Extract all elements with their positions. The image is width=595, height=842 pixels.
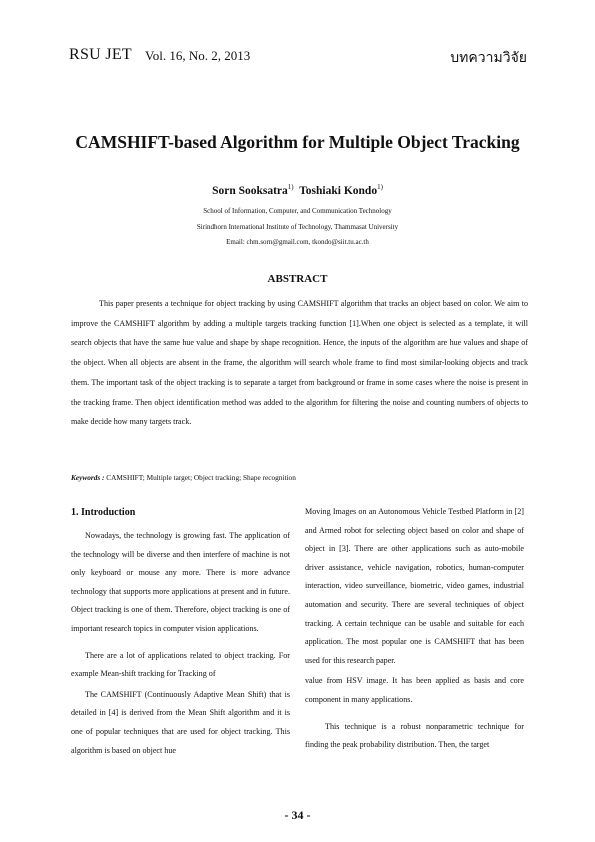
- paragraph: [71, 647, 290, 684]
- paper-title: CAMSHIFT-based Algorithm for Multiple Object Tracking: [75, 132, 520, 152]
- paragraph: [71, 686, 290, 760]
- paragraph-text: Moving Images on an Autonomous Vehicle Testbed Platform in [2] and Armed robot for selecting object based on color and shape of object in [3]. There are other applications such as auto-mobile driver assistance, vehicle navigation, robotics, human-computer interaction, video surveillance, biometric, video games, industrial automation and security. There are several techniques of object tracking. A certain technique can be usable and suitable for each application. The most popular one is CAMSHIFT that has been used for this research paper.: [305, 507, 524, 665]
- left-column: [71, 503, 290, 768]
- affiliation-school: School of Information, Computer, and Communication Technology: [203, 207, 392, 215]
- paragraph-text: Nowadays, the technology is growing fast. The application of the technology will be diverse and then interfere of machine is not only keyboard or mouse any more. There is more advance technology that supports more applications at present and in future. Object tracking is one of them. Therefore, object tracking is one of important research topics in computer vision applications.: [71, 531, 290, 633]
- author-affiliation-mark: 1): [377, 183, 383, 191]
- journal-name: RSU JET: [69, 46, 132, 63]
- paragraph: [71, 527, 290, 639]
- abstract-heading: ABSTRACT: [267, 273, 328, 285]
- author-affiliation-mark: 1): [287, 183, 294, 191]
- abstract-body: [71, 294, 528, 432]
- keywords-label: Keywords :: [71, 473, 105, 482]
- author-name: Toshiaki Kondo: [299, 184, 378, 197]
- journal-volume: Vol. 16, No. 2, 2013: [145, 48, 251, 63]
- section-label: บทความวิจัย: [450, 50, 527, 66]
- paragraph: [305, 672, 524, 709]
- paragraph-text: There are a lot of applications related to object tracking. For example Mean-shift tracking for Tracking of: [71, 650, 290, 679]
- paragraph-text: This technique is a robust nonparametric technique for finding the peak probability distribution. Then, the target: [305, 721, 524, 750]
- affiliation-institute: Sirindhorn International Institute of Technology, Thammasat University: [196, 223, 399, 231]
- paragraph-text: value from HSV image. It has been applied as basis and core component in many applications.: [305, 676, 524, 704]
- right-column: [305, 503, 524, 763]
- keywords-text: CAMSHIFT; Multiple target; Object tracking; Shape recognition: [106, 473, 296, 482]
- section-heading: 1. Introduction: [71, 507, 136, 518]
- keywords: [71, 473, 296, 482]
- paragraph: [305, 718, 524, 755]
- paragraph: [305, 503, 524, 670]
- author-email: Email: chm.sorn@gmail.com, tkondo@siit.tu.ac.th: [226, 238, 369, 246]
- page-number: - 34 -: [284, 808, 311, 822]
- author-line: [0, 183, 595, 197]
- abstract-text: This paper presents a technique for object tracking by using CAMSHIFT algorithm that tracks an object based on color. We aim to improve the CAMSHIFT algorithm by adding a multiple targets tracking function [1].When one object is selected as a template, it will search objects that have the same hue value and shape by shape recognition. Hence, the inputs of the algorithm are hue values and shape of the object. When all objects are absent in the frame, the algorithm will search whole frame to find most similar-looking objects and track them. The important task of the object tracking is to separate a target from background or frame in some cases where the noise is present in the tracking frame. Then object identification method was added to the algorithm for filtering the noise and counting numbers of objects to make decide how many targets track.: [71, 299, 528, 427]
- paragraph-text: The CAMSHIFT (Continuously Adaptive Mean Shift) that is detailed in [4] is derived from the Mean Shift algorithm and it is one of popular techniques that are used for object tracking. This algorithm is based on object hue: [71, 689, 290, 755]
- author-name: Sorn Sooksatra: [212, 184, 288, 197]
